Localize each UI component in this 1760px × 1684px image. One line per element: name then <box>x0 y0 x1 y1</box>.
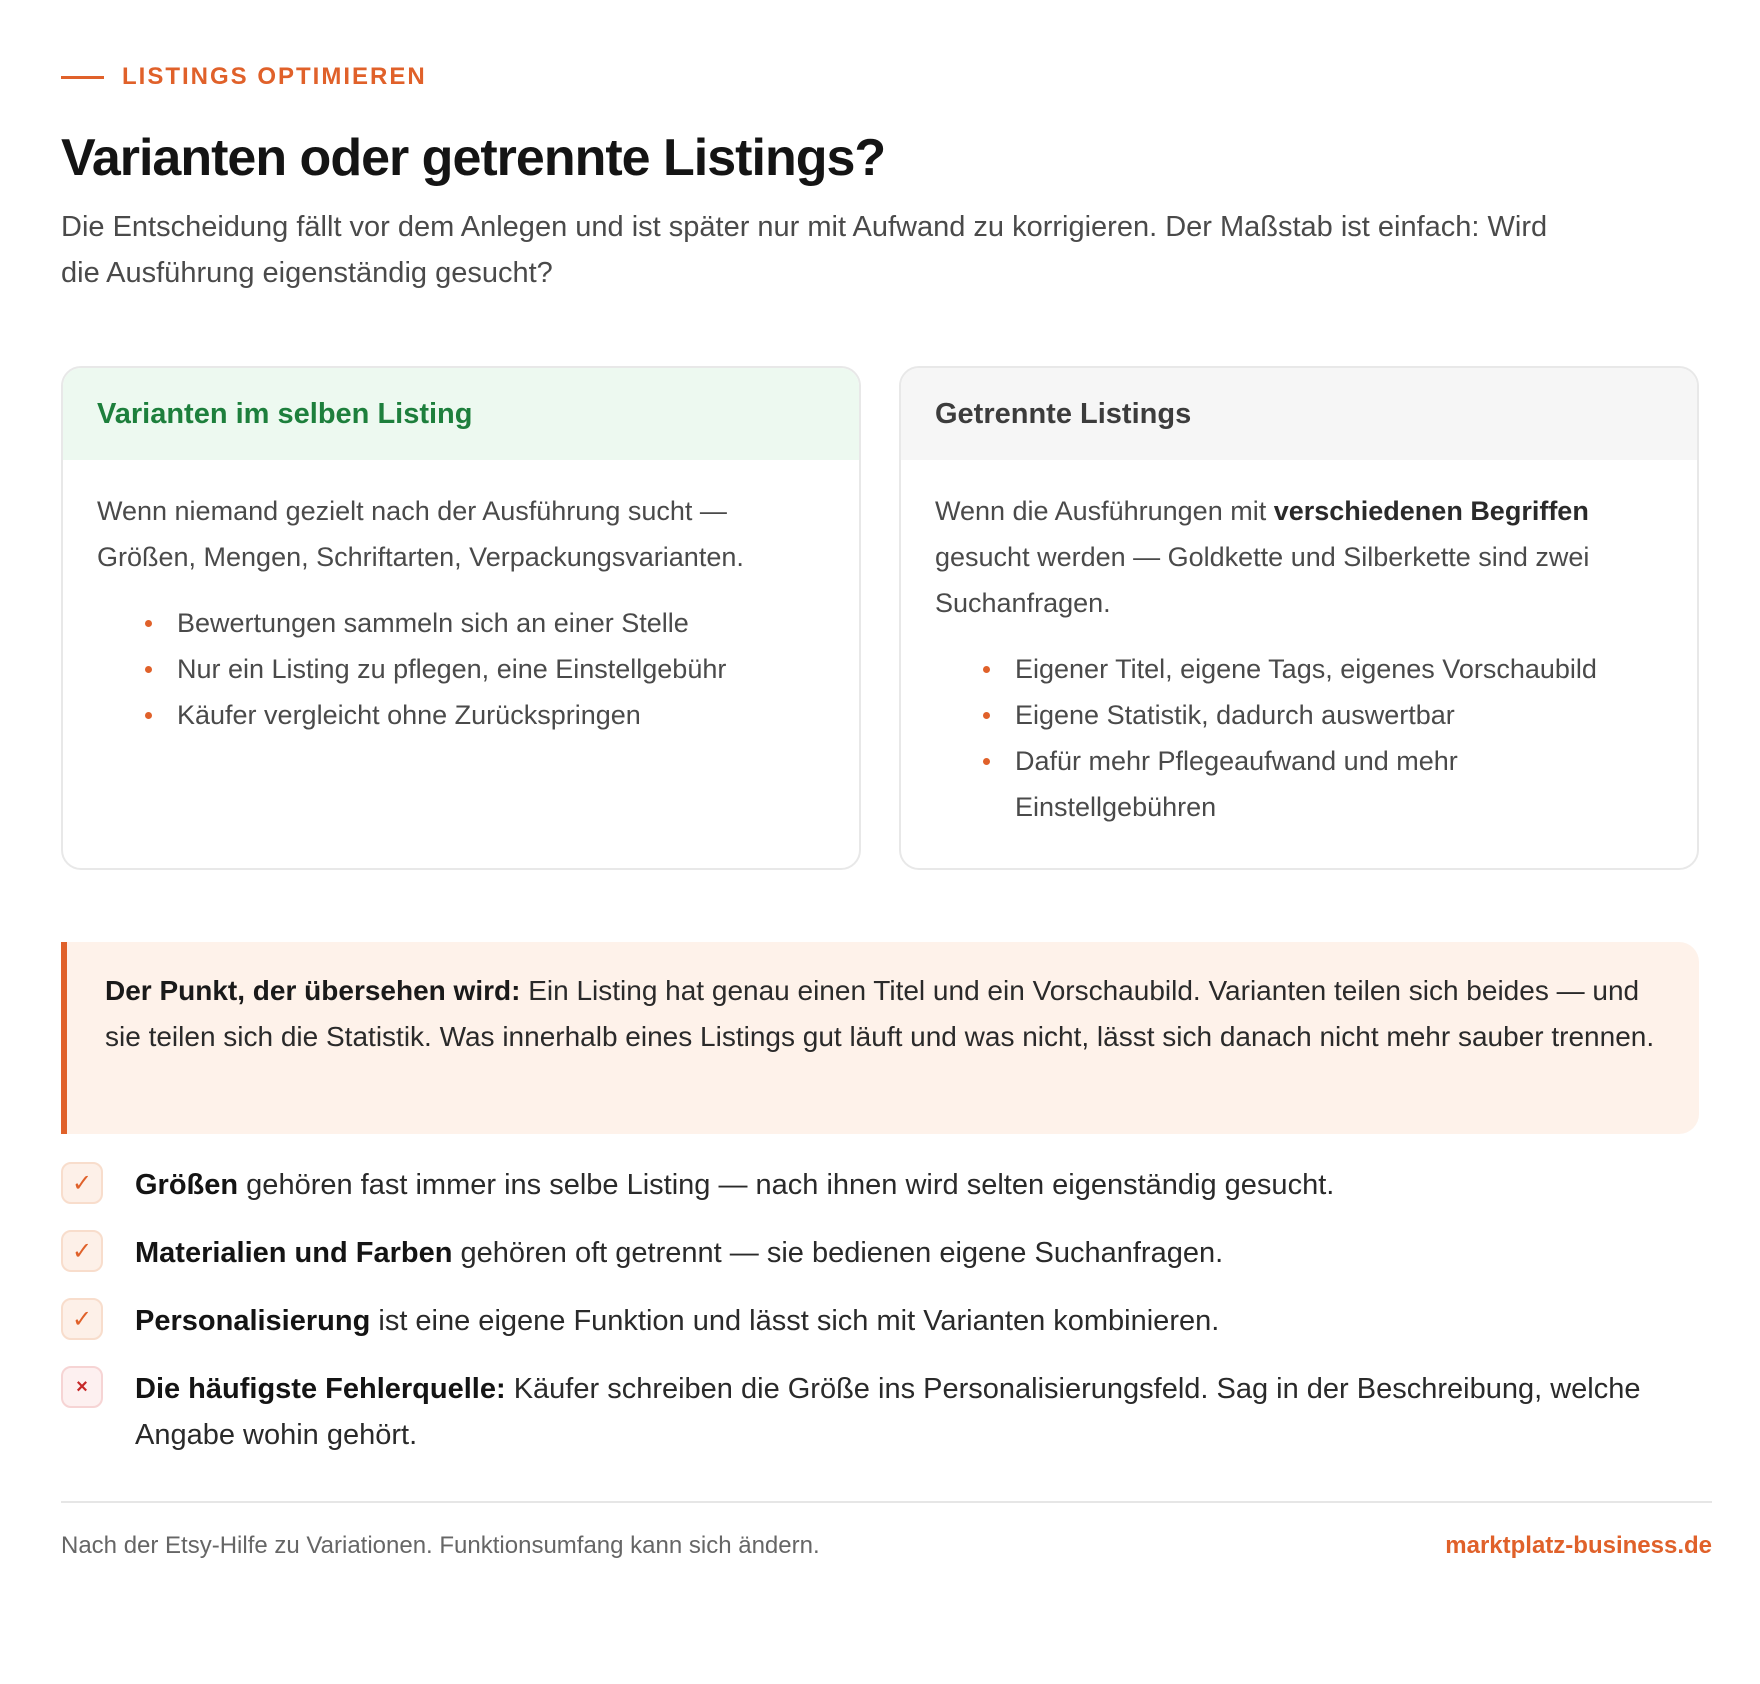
card-separate-list <box>935 646 1663 830</box>
comparison-cards <box>61 366 1699 870</box>
page-title: Varianten oder getrennte Listings? <box>61 129 886 187</box>
list-item-text: Eigener Titel, eigene Tags, eigenes Vorschaubild <box>1015 654 1597 684</box>
checklist-text <box>135 1162 1334 1208</box>
checklist-item <box>61 1230 1699 1276</box>
footer-divider <box>61 1501 1712 1503</box>
list-item <box>981 692 1663 738</box>
checklist-description: gehören oft getrennt — sie bedienen eigene Suchanfragen. <box>452 1237 1224 1269</box>
checklist-description: Käufer schreiben die Größe ins Personalisierungsfeld. Sag in der Beschreibung, welche Angabe wohin gehört. <box>135 1373 1641 1451</box>
list-item-text: Eigene Statistik, dadurch auswertbar <box>1015 700 1455 730</box>
list-item-text: Dafür mehr Pflegeaufwand und mehr Einstellgebühren <box>1015 746 1458 822</box>
card-separate-text-emphasis: verschiedenen Begriffen <box>1273 496 1589 526</box>
card-separate-text <box>935 488 1663 626</box>
list-item <box>143 646 825 692</box>
checklist-text <box>135 1230 1223 1276</box>
bullet-dot-icon <box>145 666 152 673</box>
bullet-dot-icon <box>145 620 152 627</box>
card-separate <box>899 366 1699 870</box>
lead-paragraph: Die Entscheidung fällt vor dem Anlegen und ist später nur mit Aufwand zu korrigieren. Der Maßstab ist einfach: Wird die Ausführung eigenständig gesucht? <box>61 211 1548 289</box>
bullet-dot-icon <box>983 712 990 719</box>
card-separate-body <box>901 460 1697 830</box>
card-variants-list <box>97 600 825 738</box>
list-item-text: Nur ein Listing zu pflegen, eine Einstellgebühr <box>177 654 727 684</box>
check-icon: ✓ <box>61 1162 103 1204</box>
bullet-dot-icon <box>145 712 152 719</box>
checklist-term: Personalisierung <box>135 1305 371 1337</box>
eyebrow <box>61 60 1699 94</box>
checklist-term: Materialien und Farben <box>135 1237 453 1269</box>
checklist <box>61 1162 1699 1458</box>
card-variants-heading: Varianten im selben Listing <box>63 368 859 460</box>
card-separate-text-end: gesucht werden — Goldkette und Silberkette sind zwei Suchanfragen. <box>935 542 1590 618</box>
checklist-description: gehören fast immer ins selbe Listing — nach ihnen wird selten eigenständig gesucht. <box>238 1169 1335 1201</box>
list-item <box>981 738 1663 830</box>
callout-text <box>105 968 1659 1060</box>
check-icon: ✓ <box>61 1230 103 1272</box>
list-item <box>143 692 825 738</box>
card-separate-text-start: Wenn die Ausführungen mit <box>935 496 1274 526</box>
checklist-term: Größen <box>135 1169 239 1201</box>
checklist-text <box>135 1298 1219 1344</box>
bullet-dot-icon <box>983 758 990 765</box>
bullet-dot-icon <box>983 666 990 673</box>
checklist-term: Die häufigste Fehlerquelle: <box>135 1373 506 1405</box>
card-variants <box>61 366 861 870</box>
list-item-text: Bewertungen sammeln sich an einer Stelle <box>177 608 689 638</box>
checklist-item <box>61 1298 1699 1344</box>
eyebrow-line <box>61 76 104 79</box>
list-item <box>143 600 825 646</box>
footer <box>61 1532 1712 1560</box>
checklist-text <box>135 1366 1699 1458</box>
check-icon: ✓ <box>61 1298 103 1340</box>
callout-body: Ein Listing hat genau einen Titel und ein Vorschaubild. Varianten teilen sich beides — und sie teilen sich die Statistik. Was innerhalb eines Listings gut läuft und was nicht, lässt sich danach nicht mehr sauber trennen. <box>105 975 1655 1052</box>
footer-note: Nach der Etsy-Hilfe zu Variationen. Funktionsumfang kann sich ändern. <box>61 1532 820 1559</box>
checklist-item <box>61 1162 1699 1208</box>
eyebrow-label: LISTINGS OPTIMIEREN <box>122 63 427 90</box>
checklist-description: ist eine eigene Funktion und lässt sich mit Varianten kombinieren. <box>370 1305 1220 1337</box>
cross-icon: × <box>61 1366 103 1408</box>
card-separate-heading: Getrennte Listings <box>901 368 1697 460</box>
callout-lead: Der Punkt, der übersehen wird: <box>105 975 521 1006</box>
footer-brand-link[interactable]: marktplatz-business.de <box>1445 1532 1712 1559</box>
card-variants-body <box>63 460 859 738</box>
list-item <box>981 646 1663 692</box>
checklist-item <box>61 1366 1699 1458</box>
card-variants-text: Wenn niemand gezielt nach der Ausführung sucht — Größen, Mengen, Schriftarten, Verpackungsvarianten. <box>97 496 744 572</box>
list-item-text: Käufer vergleicht ohne Zurückspringen <box>177 700 641 730</box>
callout-box <box>61 942 1699 1134</box>
